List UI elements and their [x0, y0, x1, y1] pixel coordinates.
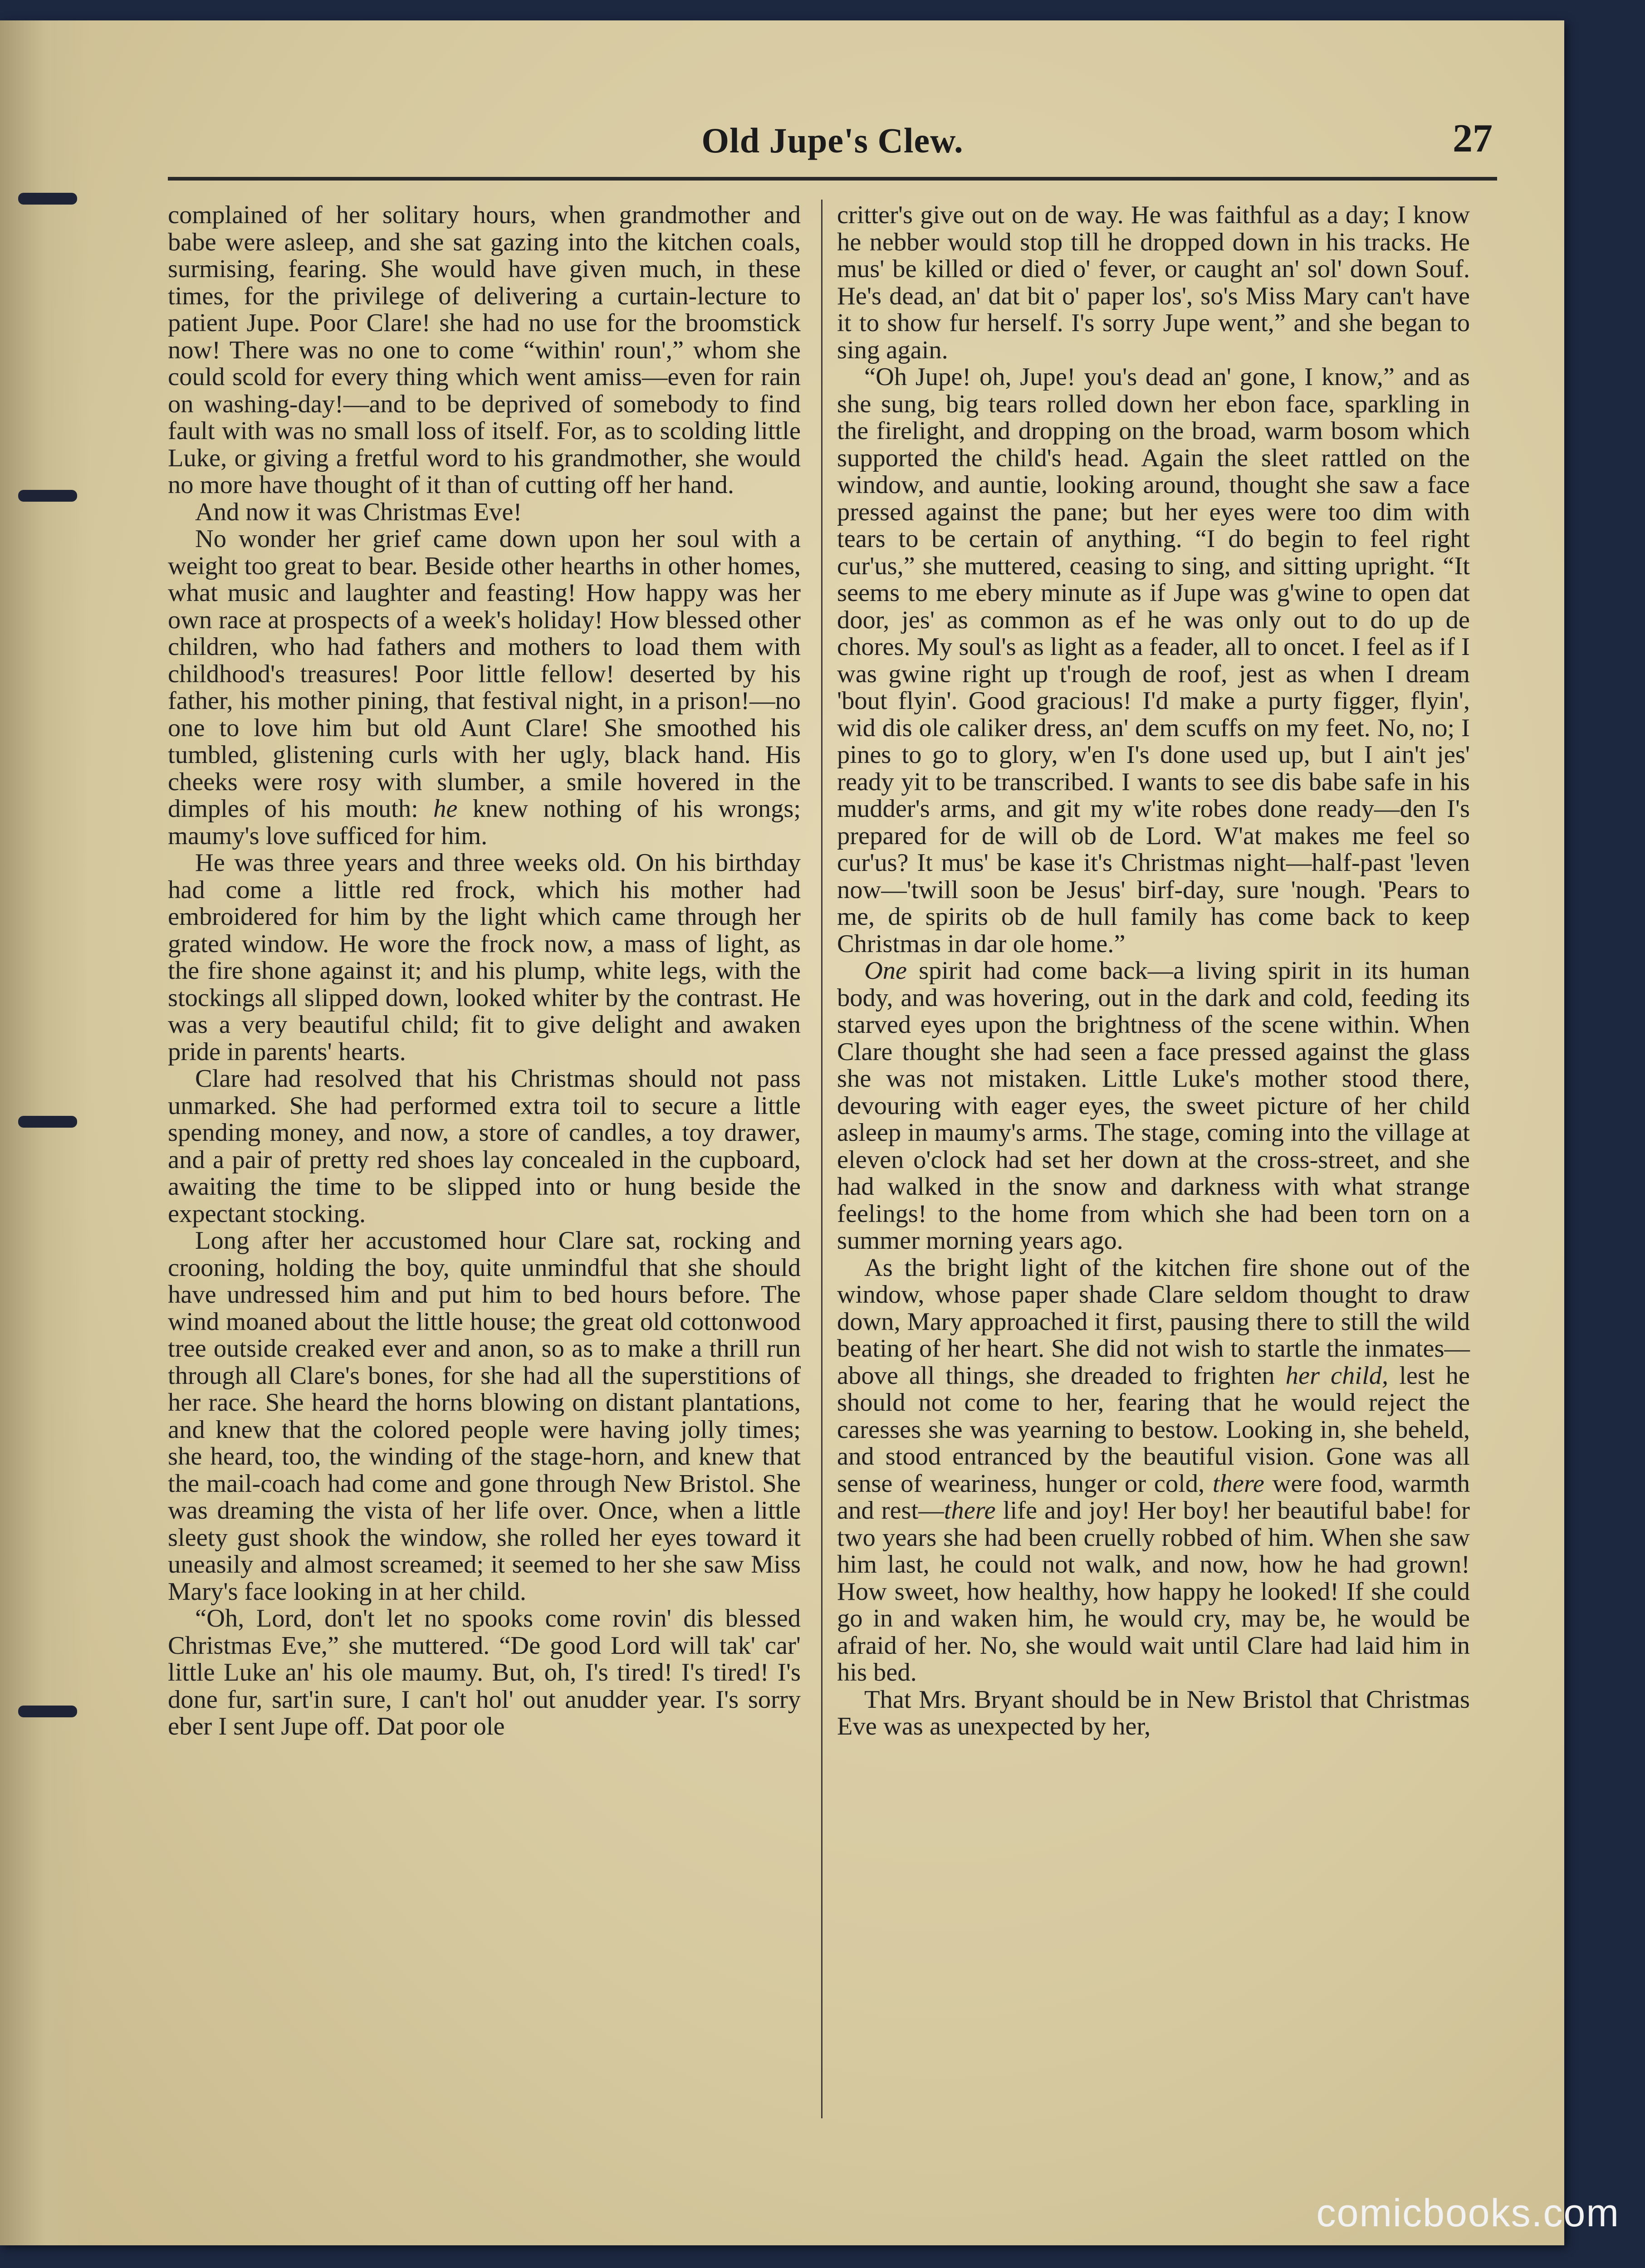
paragraph: critter's give out on de way. He was faithful as a day; I know he nebber would stop till he dropped down in his tracks. He mus' be killed or died o' fever, or caught an' sol' down Souf. He's dead, an' dat bit o' paper los', so's Miss Mary can't have it to show fur herself. I's sorry Jupe went,” and she began to sing again.	[837, 201, 1470, 364]
text-run: lest he should not come to her, fearing that he would reject the caresses she was yearning to bestow. Looking in, she beheld, and stood entranced by the beautiful vision. Gone was all sense of weariness, hunger or cold,	[837, 1361, 1470, 1498]
emphasis: there	[944, 1496, 996, 1525]
text-run: As the bright light of the kitchen fire shone out of the window, whose paper shade Clare seldom thought to draw down, Mary approached it first, pausing there to still the wild beating of her heart. She did not wish to startle the inmates—above all things, she dreaded to frighten	[837, 1253, 1470, 1390]
paragraph: He was three years and three weeks old. On his birthday had come a little red frock, which his mother had embroidered for him by the light which came through her grated window. He wore the frock now, a mass of light, as the fire shone against it; and his plump, white legs, with the stockings all slipped down, looked whiter by the contrast. He was a very beautiful child; fit to give delight and awaken pride in parents' hearts.	[168, 849, 801, 1066]
text-run: life and joy! Her boy! her beautiful babe! for two years she had been cruelly robbed of him. When she saw him last, he could not walk, and now, how he had grown! How sweet, how healthy, how happy he looked! If she could go in and waken him, he would cry, may be, he would be afraid of her. No, she would wait until Clare had laid him in his bed.	[837, 1496, 1470, 1686]
page-spine	[0, 20, 91, 2245]
paragraph: “Oh Jupe! oh, Jupe! you's dead an' gone, I know,” and as she sung, big tears rolled down her ebon face, sparkling in the firelight, and dropping on the broad, warm bosom which supported the child's head. Again the sleet rattled on the window, and auntie, looking around, thought she saw a face pressed against the pane; but her eyes were too dim with tears to be certain of anything. “I do begin to feel right cur'us,” she muttered, ceasing to sing, and sitting upright. “It seems to me ebery minute as if Jupe was g'wine to open dat door, jes' as common as ef he was only out to do up de chores. My soul's as light as a feader, all to oncet. I feel as if I was gwine right up t'rough de roof, jest as when I dream 'bout flyin'. Good gracious! I'd make a purty figger, flyin', wid dis ole caliker dress, an' dem scuffs on my feet. No, no; I pines to go to glory, w'en I's done used up, but I ain't jes' ready yit to be transcribed. I wants to see dis babe safe in his mudder's arms, and git my w'ite robes done ready—den I's prepared for de will ob de Lord. W'at makes me feel so cur'us? It mus' be kase it's Christmas night—half-past 'leven now—'twill soon be Jesus' birf-day, sure 'nough. 'Pears to me, de spirits ob de hull family has come back to keep Christmas in dar ole home.”	[837, 363, 1470, 958]
left-column	[168, 202, 801, 2116]
binding-stitch	[18, 1706, 77, 1717]
text-run: were food, warmth and rest—	[837, 1469, 1470, 1525]
paragraph: complained of her solitary hours, when grandmother and babe were asleep, and she sat gazing into the kitchen coals, surmising, fearing. She would have given much, in these times, for the privilege of delivering a curtain-lecture to patient Jupe. Poor Clare! she had no use for the broomstick now! There was no one to come “within' roun',” whom she could scold for every thing which went amiss—even for rain on washing-day!—and to be deprived of somebody to find fault with was no small loss of itself. For, as to scolding little Luke, or giving a fretful word to his grandmother, she would no more have thought of it than of cutting off her hand.	[168, 201, 801, 499]
page-header	[168, 102, 1497, 170]
emphasis: One	[864, 957, 907, 985]
binding-stitch	[18, 193, 77, 205]
paragraph: “Oh, Lord, don't let no spooks come rovin' dis blessed Christmas Eve,” she muttered. “De good Lord will tak' car' little Luke an' his ole maumy. But, oh, I's tired! I's tired! I's done fur, sart'in sure, I can't hol' out anudder year. I's sorry eber I sent Jupe off. Dat poor ole	[168, 1604, 801, 1740]
paragraph: Clare had resolved that his Christmas should not pass unmarked. She had performed extra toil to secure a little spending money, and now, a store of candles, a toy drawer, and a pair of pretty red shoes lay concealed in the cupboard, awaiting the time to be slipped into or hung beside the expectant stocking.	[168, 1065, 801, 1228]
emphasis: her child,	[1285, 1361, 1389, 1390]
binding-stitch	[18, 490, 77, 502]
paragraph	[168, 526, 801, 850]
header-rule	[168, 177, 1497, 181]
text-run: knew nothing of his wrongs; maumy's love sufficed for him.	[168, 795, 801, 850]
watermark: comicbooks.com	[1316, 2191, 1620, 2235]
text-run: spirit had come back—a living spirit in its human body, and was hovering, out in the dark and cold, feeding its starved eyes upon the brightness of the scene within. When Clare thought she had seen a face pressed against the glass she was not mistaken. Little Luke's mother stood there, devouring with eager eyes, the sweet picture of her child asleep in maumy's arms. The stage, coming into the village at eleven o'clock had set her down at the cross-street, and she had walked in the snow and darkness with what strange feelings! to the home from which she had been torn on a summer morning years ago.	[837, 957, 1470, 1255]
paragraph	[837, 1255, 1470, 1686]
page-number: 27	[1453, 117, 1493, 161]
paragraph	[837, 958, 1470, 1255]
emphasis: there	[1212, 1469, 1264, 1498]
emphasis: he	[433, 795, 458, 823]
binding-stitch	[18, 1116, 77, 1128]
column-divider	[821, 200, 822, 2118]
paragraph: That Mrs. Bryant should be in New Bristol that Christmas Eve was as unexpected by her,	[837, 1685, 1470, 1740]
text-run: No wonder her grief came down upon her soul with a weight too great to bear. Beside other hearths in other homes, what music and laughter and feasting! How happy was her own race at prospects of a week's holiday! How blessed other children, who had fathers and mothers to load them with childhood's treasures! Poor little fellow! deserted by his father, his mother pining, that festival night, in a prison!—no one to love him but old Aunt Clare! She smoothed his tumbled, glistening curls with her ugly, black hand. His cheeks were rosy with slumber, a smile hovered in the dimples of his mouth:	[168, 525, 801, 823]
running-title: Old Jupe's Clew.	[701, 121, 964, 160]
right-column	[837, 202, 1470, 2116]
paragraph: Long after her accustomed hour Clare sat, rocking and crooning, holding the boy, quite unmindful that she should have undressed him and put him to bed hours before. The wind moaned about the little house; the great old cottonwood tree outside creaked ever and anon, so as to make a thrill run through all Clare's bones, for she had all the superstitions of her race. She heard the horns blowing on distant plantations, and knew that the colored people were having jolly times; she heard, too, the winding of the stage-horn, and knew that the mail-coach had come and gone through New Bristol. She was dreaming the vista of her life over. Once, when a little sleety gust shook the window, she rolled her eyes toward it uneasily and almost screamed; it seemed to her she saw Miss Mary's face looking in at her child.	[168, 1227, 801, 1606]
paragraph: And now it was Christmas Eve!	[195, 498, 522, 526]
